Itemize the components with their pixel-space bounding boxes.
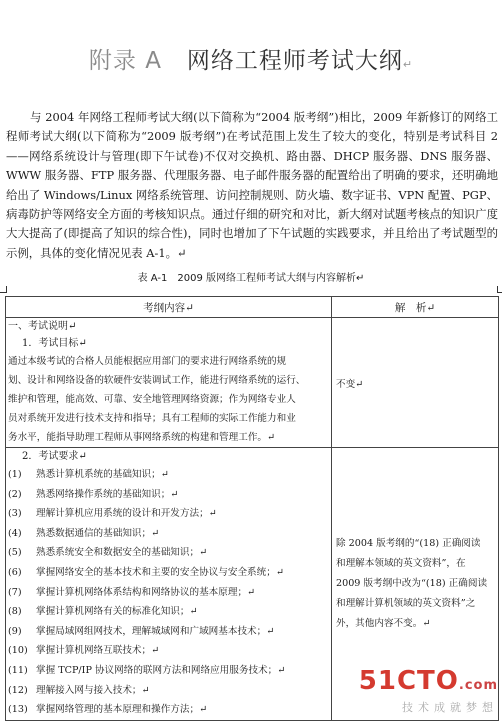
requirement-text: 掌握网络安全的基本技术和主要的安全协议与安全系统；↵ bbox=[36, 566, 284, 578]
requirement-number: (2) bbox=[8, 488, 22, 500]
requirement-item bbox=[6, 602, 331, 622]
requirement-item bbox=[6, 465, 331, 485]
subsection-heading: 2．考试要求↵ bbox=[22, 451, 87, 462]
requirement-text: 掌握局域网组网技术，理解城域网和广域网基本技术；↵ bbox=[36, 625, 275, 637]
requirement-item bbox=[6, 504, 331, 524]
table-corner-mark-right bbox=[497, 286, 502, 293]
requirement-item bbox=[6, 563, 331, 583]
requirement-text: 熟悉网络操作系统的基础知识；↵ bbox=[36, 488, 179, 500]
text-line: 务水平，能指导助理工程师从事网络系统的构建和管理工作。↵ bbox=[8, 432, 276, 443]
requirement-number: (10) bbox=[8, 645, 28, 657]
requirement-number: (12) bbox=[8, 684, 28, 696]
requirement-item bbox=[6, 524, 331, 544]
requirements-list bbox=[6, 465, 331, 720]
table-row bbox=[6, 318, 499, 448]
intro-paragraph: 与 2004 年网络工程师考试大纲(以下简称为“2004 版考纲”)相比，2009 年新修订的网络工程师考试大纲(以下简称为“2009 版考纲”)在考试范围上发生了较大的变化，特别是考试科目 2——网络系统设计与管理(即下午试卷)不仅对交换机、路由器、DHCP 服务器、DNS 服务器、WWW 服务器、FTP 服务器、代理服务器、电子邮件服务器的配置给出了明确的要求，还明确地给出了 Windows/Linux 网络系统管理、访问控制规则、防火墙、数字证书、VPN 配置、PGP、病毒防护等网络安全方面的考核知识点。通过仔细的研究和对比，新大纲对试题考核点的知识广度大大提高了(即提高了知识的综合性)，同时也增加了下午试题的实践要求，并且给出了考试题型的示例，具体的变化情况见表 A-1。↵ bbox=[6, 110, 498, 260]
text-line: 维护和管理，能高效、可靠、安全地管理网络资源；作为网络专业人 bbox=[8, 394, 296, 405]
text-line: 2009 版考纲中改为“(18) 正确阅读 bbox=[336, 577, 488, 589]
requirement-text: 熟悉系统安全和数据安全的基础知识；↵ bbox=[36, 547, 208, 559]
exam-requirements-cell bbox=[6, 448, 332, 721]
requirement-number: (7) bbox=[8, 586, 22, 598]
appendix-heading: 网络工程师考试大纲 bbox=[186, 48, 403, 74]
text-line: 划、设计和网络设备的软硬件安装调试工作，能进行网络系统的运行、 bbox=[8, 375, 306, 386]
requirement-text: 掌握计算机网络有关的标准化知识；↵ bbox=[36, 606, 198, 618]
appendix-title bbox=[0, 42, 502, 75]
table-header-row bbox=[6, 297, 499, 318]
text-line: 外，其他内容不变。↵ bbox=[336, 617, 431, 629]
requirement-number: (13) bbox=[8, 704, 28, 716]
requirement-number: (3) bbox=[8, 508, 22, 520]
header-analysis: 解 析↵ bbox=[332, 297, 499, 318]
requirement-item bbox=[6, 485, 331, 505]
requirement-number: (4) bbox=[8, 527, 22, 539]
requirement-text: 熟悉数据通信的基础知识；↵ bbox=[36, 527, 160, 539]
requirement-text: 掌握网络管理的基本原理和操作方法；↵ bbox=[36, 704, 208, 716]
watermark-slogan: 技术成就梦想 bbox=[402, 701, 498, 714]
subsection-heading: 1．考试目标↵ bbox=[22, 338, 87, 349]
paragraph-mark: ↵ bbox=[402, 58, 414, 71]
site-watermark bbox=[359, 668, 498, 715]
requirement-number: (6) bbox=[8, 566, 22, 578]
requirement-text: 掌握计算机网络体系结构和网络协议的基本原理；↵ bbox=[36, 586, 256, 598]
table-corner-mark-left bbox=[0, 286, 7, 293]
watermark-logo bbox=[359, 668, 498, 699]
requirement-number: (1) bbox=[8, 469, 22, 480]
requirement-text: 掌握计算机网络互联技术；↵ bbox=[36, 645, 160, 657]
requirement-number: (11) bbox=[8, 664, 28, 676]
requirement-item bbox=[6, 583, 331, 603]
requirement-item bbox=[6, 661, 331, 681]
requirement-item bbox=[6, 681, 331, 701]
requirement-text: 理解计算机应用系统的设计和开发方法；↵ bbox=[36, 508, 217, 520]
requirement-text: 掌握 TCP/IP 协议网络的联网方法和网络应用服务技术；↵ bbox=[36, 664, 286, 676]
text-line: 和理解计算机领域的英文资料”之 bbox=[336, 597, 476, 609]
exam-description-cell bbox=[6, 318, 332, 448]
text-line: 员对系统开发进行技术支持和指导；具有工程师的实际工作能力和业 bbox=[8, 413, 296, 424]
requirement-text: 理解接入网与接入技术；↵ bbox=[36, 684, 150, 696]
requirement-number: (8) bbox=[8, 606, 22, 618]
watermark-domain: .com bbox=[458, 678, 498, 693]
section-heading: 一、考试说明↵ bbox=[8, 321, 77, 332]
requirement-number: (9) bbox=[8, 625, 22, 637]
header-content: 考纲内容↵ bbox=[6, 297, 332, 318]
requirement-item bbox=[6, 622, 331, 642]
analysis-cell: 不变↵ bbox=[332, 318, 499, 448]
appendix-label: 附录 A bbox=[88, 48, 162, 74]
watermark-logo-text: 51CTO bbox=[358, 666, 459, 696]
table-caption: 表 A-1 2009 版网络工程师考试大纲与内容解析↵ bbox=[137, 273, 365, 284]
exam-goal-text bbox=[6, 352, 331, 447]
syllabus-table bbox=[5, 296, 499, 721]
requirement-item bbox=[6, 641, 331, 661]
requirement-text: 熟悉计算机系统的基础知识；↵ bbox=[36, 469, 169, 480]
requirement-number: (5) bbox=[8, 547, 22, 559]
requirement-item bbox=[6, 543, 331, 563]
requirement-item bbox=[6, 700, 331, 720]
text-line: 除 2004 版考纲的“(18) 正确阅读 bbox=[336, 537, 481, 549]
text-line: 和理解本领域的英文资料”，在 bbox=[336, 557, 466, 569]
text-line: 通过本级考试的合格人员能根据应用部门的要求进行网络系统的规 bbox=[8, 356, 287, 367]
